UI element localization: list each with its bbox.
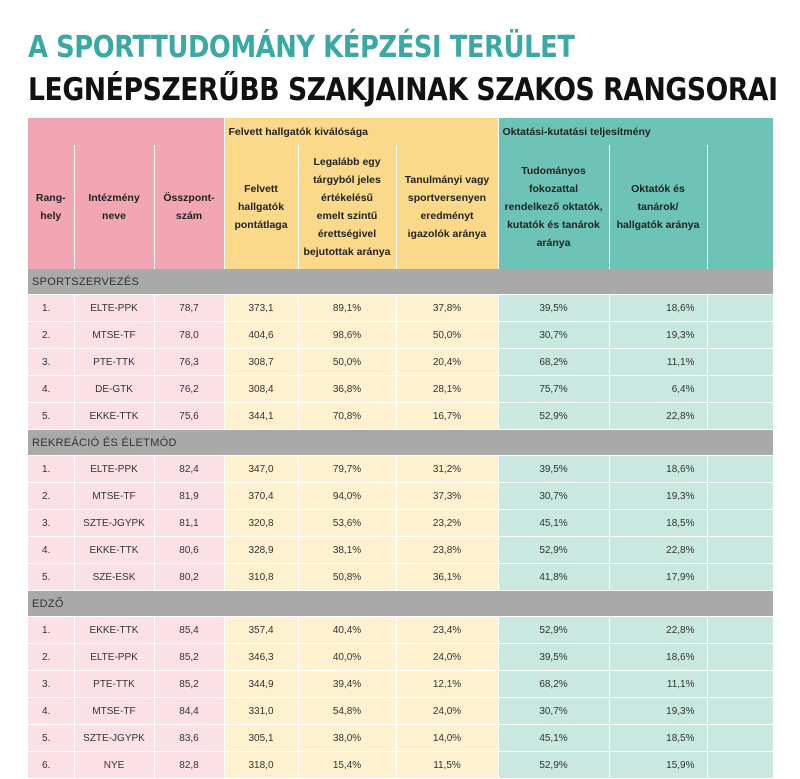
col-header-degree-text: Tudományos fokozattal rendelkező oktatók, kutatók és tanárok aránya (504, 165, 603, 249)
cell-score: 83,6 (154, 725, 224, 752)
cell-excellent: 39,4% (298, 671, 396, 698)
page-title: A SPORTTUDOMÁNY KÉPZÉSI TERÜLET (28, 30, 575, 65)
table-row (28, 376, 773, 403)
cell-institution: ELTE-PPK (74, 295, 154, 322)
cell-degree: 30,7% (498, 483, 609, 510)
cell-score: 85,2 (154, 671, 224, 698)
cell-ratio: 22,8% (609, 537, 707, 564)
cell-score: 82,4 (154, 456, 224, 483)
cell-sport: 16,7% (396, 403, 498, 430)
cell-rank: 4. (28, 537, 74, 564)
section-header-row (28, 430, 773, 456)
cell-empty (707, 295, 773, 322)
table-row (28, 671, 773, 698)
col-header-ratio-text: Oktatók és tanárok/ hallgatók aránya (616, 183, 700, 231)
cell-excellent: 36,8% (298, 376, 396, 403)
cell-ratio: 18,6% (609, 295, 707, 322)
cell-sport: 50,0% (396, 322, 498, 349)
cell-avg: 404,6 (224, 322, 298, 349)
cell-ratio: 11,1% (609, 671, 707, 698)
cell-degree: 30,7% (498, 322, 609, 349)
cell-institution: SZE-ESK (74, 564, 154, 591)
cell-rank: 1. (28, 456, 74, 483)
cell-degree: 30,7% (498, 698, 609, 725)
cell-score: 78,0 (154, 322, 224, 349)
cell-empty (707, 537, 773, 564)
cell-sport: 14,0% (396, 725, 498, 752)
page-subtitle: LEGNÉPSZERŰBB SZAKJAINAK SZAKOS RANGSORAI (28, 72, 778, 108)
cell-sport: 31,2% (396, 456, 498, 483)
cell-score: 76,3 (154, 349, 224, 376)
cell-empty (707, 403, 773, 430)
cell-institution: PTE-TTK (74, 349, 154, 376)
group-header-research: Oktatási-kutatási teljesítmény (498, 118, 773, 145)
cell-institution: MTSE-TF (74, 483, 154, 510)
cell-institution: SZTE-JGYPK (74, 510, 154, 537)
cell-excellent: 38,0% (298, 725, 396, 752)
cell-sport: 37,3% (396, 483, 498, 510)
cell-avg: 344,1 (224, 403, 298, 430)
cell-score: 81,1 (154, 510, 224, 537)
cell-institution: MTSE-TF (74, 698, 154, 725)
cell-avg: 310,8 (224, 564, 298, 591)
cell-ratio: 19,3% (609, 483, 707, 510)
cell-institution: ELTE-PPK (74, 456, 154, 483)
col-header-degree (498, 145, 609, 269)
cell-excellent: 79,7% (298, 456, 396, 483)
cell-ratio: 18,5% (609, 510, 707, 537)
cell-ratio: 15,9% (609, 752, 707, 779)
col-header-sport-text: Tanulmányi vagy sportversenyen eredményt igazolók aránya (404, 174, 490, 240)
ranking-table (28, 118, 774, 779)
cell-rank: 3. (28, 349, 74, 376)
cell-institution: SZTE-JGYPK (74, 725, 154, 752)
cell-excellent: 94,0% (298, 483, 396, 510)
table-row (28, 725, 773, 752)
cell-degree: 39,5% (498, 456, 609, 483)
cell-score: 85,4 (154, 617, 224, 644)
cell-degree: 45,1% (498, 725, 609, 752)
col-header-score (154, 145, 224, 269)
cell-degree: 39,5% (498, 644, 609, 671)
cell-score: 82,8 (154, 752, 224, 779)
group-header-row (28, 118, 773, 145)
col-header-institution (74, 145, 154, 269)
cell-sport: 23,4% (396, 617, 498, 644)
cell-rank: 5. (28, 403, 74, 430)
cell-empty (707, 698, 773, 725)
cell-score: 81,9 (154, 483, 224, 510)
group-header-blank (28, 118, 224, 145)
cell-sport: 12,1% (396, 671, 498, 698)
cell-sport: 37,8% (396, 295, 498, 322)
cell-ratio: 22,8% (609, 617, 707, 644)
cell-empty (707, 725, 773, 752)
cell-sport: 24,0% (396, 698, 498, 725)
section-title: SPORTSZERVEZÉS (28, 269, 773, 295)
cell-rank: 2. (28, 322, 74, 349)
cell-avg: 344,9 (224, 671, 298, 698)
cell-empty (707, 671, 773, 698)
cell-ratio: 17,9% (609, 564, 707, 591)
cell-institution: EKKE-TTK (74, 537, 154, 564)
col-header-rank (28, 145, 74, 269)
cell-score: 85,2 (154, 644, 224, 671)
cell-ratio: 18,6% (609, 644, 707, 671)
cell-empty (707, 564, 773, 591)
column-header-row (28, 145, 773, 269)
cell-sport: 23,2% (396, 510, 498, 537)
cell-excellent: 89,1% (298, 295, 396, 322)
cell-excellent: 40,4% (298, 617, 396, 644)
cell-ratio: 22,8% (609, 403, 707, 430)
table-body (28, 269, 773, 779)
cell-sport: 28,1% (396, 376, 498, 403)
cell-institution: DE-GTK (74, 376, 154, 403)
section-title: REKREÁCIÓ ÉS ÉLETMÓD (28, 430, 773, 456)
cell-empty (707, 644, 773, 671)
cell-avg: 346,3 (224, 644, 298, 671)
cell-institution: ELTE-PPK (74, 644, 154, 671)
cell-rank: 4. (28, 698, 74, 725)
col-header-institution-text: Intézmény neve (88, 192, 140, 222)
cell-sport: 24,0% (396, 644, 498, 671)
cell-excellent: 54,8% (298, 698, 396, 725)
cell-score: 84,4 (154, 698, 224, 725)
table-row (28, 644, 773, 671)
table-row (28, 349, 773, 376)
cell-empty (707, 752, 773, 779)
table-row (28, 510, 773, 537)
table-row (28, 403, 773, 430)
col-header-excellent (298, 145, 396, 269)
cell-avg: 305,1 (224, 725, 298, 752)
cell-excellent: 50,0% (298, 349, 396, 376)
table-row (28, 564, 773, 591)
cell-degree: 68,2% (498, 671, 609, 698)
cell-empty (707, 322, 773, 349)
col-header-excellent-text: Legalább egy tárgyból jeles értékelésű emelt szintű érettségivel bejutottak aránya (303, 156, 391, 258)
cell-empty (707, 456, 773, 483)
cell-score: 75,6 (154, 403, 224, 430)
cell-avg: 373,1 (224, 295, 298, 322)
cell-excellent: 40,0% (298, 644, 396, 671)
cell-empty (707, 617, 773, 644)
cell-rank: 3. (28, 510, 74, 537)
col-header-empty (707, 145, 773, 269)
col-header-rank-text: Rang- hely (35, 192, 66, 222)
cell-score: 80,2 (154, 564, 224, 591)
cell-excellent: 50,8% (298, 564, 396, 591)
cell-score: 78,7 (154, 295, 224, 322)
table-row (28, 483, 773, 510)
cell-rank: 1. (28, 295, 74, 322)
table-row (28, 698, 773, 725)
cell-rank: 1. (28, 617, 74, 644)
cell-excellent: 38,1% (298, 537, 396, 564)
cell-rank: 2. (28, 644, 74, 671)
cell-avg: 370,4 (224, 483, 298, 510)
cell-score: 76,2 (154, 376, 224, 403)
cell-institution: PTE-TTK (74, 671, 154, 698)
cell-sport: 11,5% (396, 752, 498, 779)
cell-excellent: 53,6% (298, 510, 396, 537)
cell-score: 80,6 (154, 537, 224, 564)
cell-sport: 23,8% (396, 537, 498, 564)
col-header-avg-text: Felvett hallgatók pontátlaga (234, 183, 288, 231)
cell-rank: 5. (28, 564, 74, 591)
table-row (28, 617, 773, 644)
cell-institution: NYE (74, 752, 154, 779)
section-header-row (28, 269, 773, 295)
cell-ratio: 18,5% (609, 725, 707, 752)
cell-rank: 5. (28, 725, 74, 752)
cell-sport: 20,4% (396, 349, 498, 376)
cell-rank: 2. (28, 483, 74, 510)
cell-degree: 45,1% (498, 510, 609, 537)
cell-degree: 52,9% (498, 537, 609, 564)
cell-rank: 3. (28, 671, 74, 698)
cell-avg: 308,7 (224, 349, 298, 376)
cell-avg: 357,4 (224, 617, 298, 644)
cell-excellent: 15,4% (298, 752, 396, 779)
cell-degree: 39,5% (498, 295, 609, 322)
col-header-score-text: Összpont- szám (163, 192, 215, 222)
cell-rank: 6. (28, 752, 74, 779)
section-header-row (28, 591, 773, 617)
cell-empty (707, 349, 773, 376)
cell-institution: EKKE-TTK (74, 403, 154, 430)
cell-institution: MTSE-TF (74, 322, 154, 349)
table-row (28, 456, 773, 483)
cell-avg: 347,0 (224, 456, 298, 483)
cell-sport: 36,1% (396, 564, 498, 591)
cell-degree: 52,9% (498, 617, 609, 644)
section-title: EDZŐ (28, 591, 773, 617)
cell-ratio: 18,6% (609, 456, 707, 483)
cell-avg: 320,8 (224, 510, 298, 537)
cell-institution: EKKE-TTK (74, 617, 154, 644)
col-header-sport (396, 145, 498, 269)
cell-excellent: 98,6% (298, 322, 396, 349)
cell-ratio: 19,3% (609, 698, 707, 725)
table-row (28, 537, 773, 564)
table-row (28, 322, 773, 349)
cell-avg: 318,0 (224, 752, 298, 779)
cell-avg: 308,4 (224, 376, 298, 403)
cell-rank: 4. (28, 376, 74, 403)
cell-empty (707, 483, 773, 510)
cell-degree: 52,9% (498, 752, 609, 779)
cell-avg: 328,9 (224, 537, 298, 564)
col-header-ratio (609, 145, 707, 269)
cell-degree: 41,8% (498, 564, 609, 591)
cell-empty (707, 376, 773, 403)
cell-degree: 52,9% (498, 403, 609, 430)
cell-avg: 331,0 (224, 698, 298, 725)
cell-ratio: 11,1% (609, 349, 707, 376)
cell-ratio: 6,4% (609, 376, 707, 403)
cell-degree: 68,2% (498, 349, 609, 376)
table-row (28, 295, 773, 322)
cell-excellent: 70,8% (298, 403, 396, 430)
cell-degree: 75,7% (498, 376, 609, 403)
col-header-avg (224, 145, 298, 269)
table-row (28, 752, 773, 779)
group-header-selection: Felvett hallgatók kiválósága (224, 118, 498, 145)
cell-empty (707, 510, 773, 537)
cell-ratio: 19,3% (609, 322, 707, 349)
